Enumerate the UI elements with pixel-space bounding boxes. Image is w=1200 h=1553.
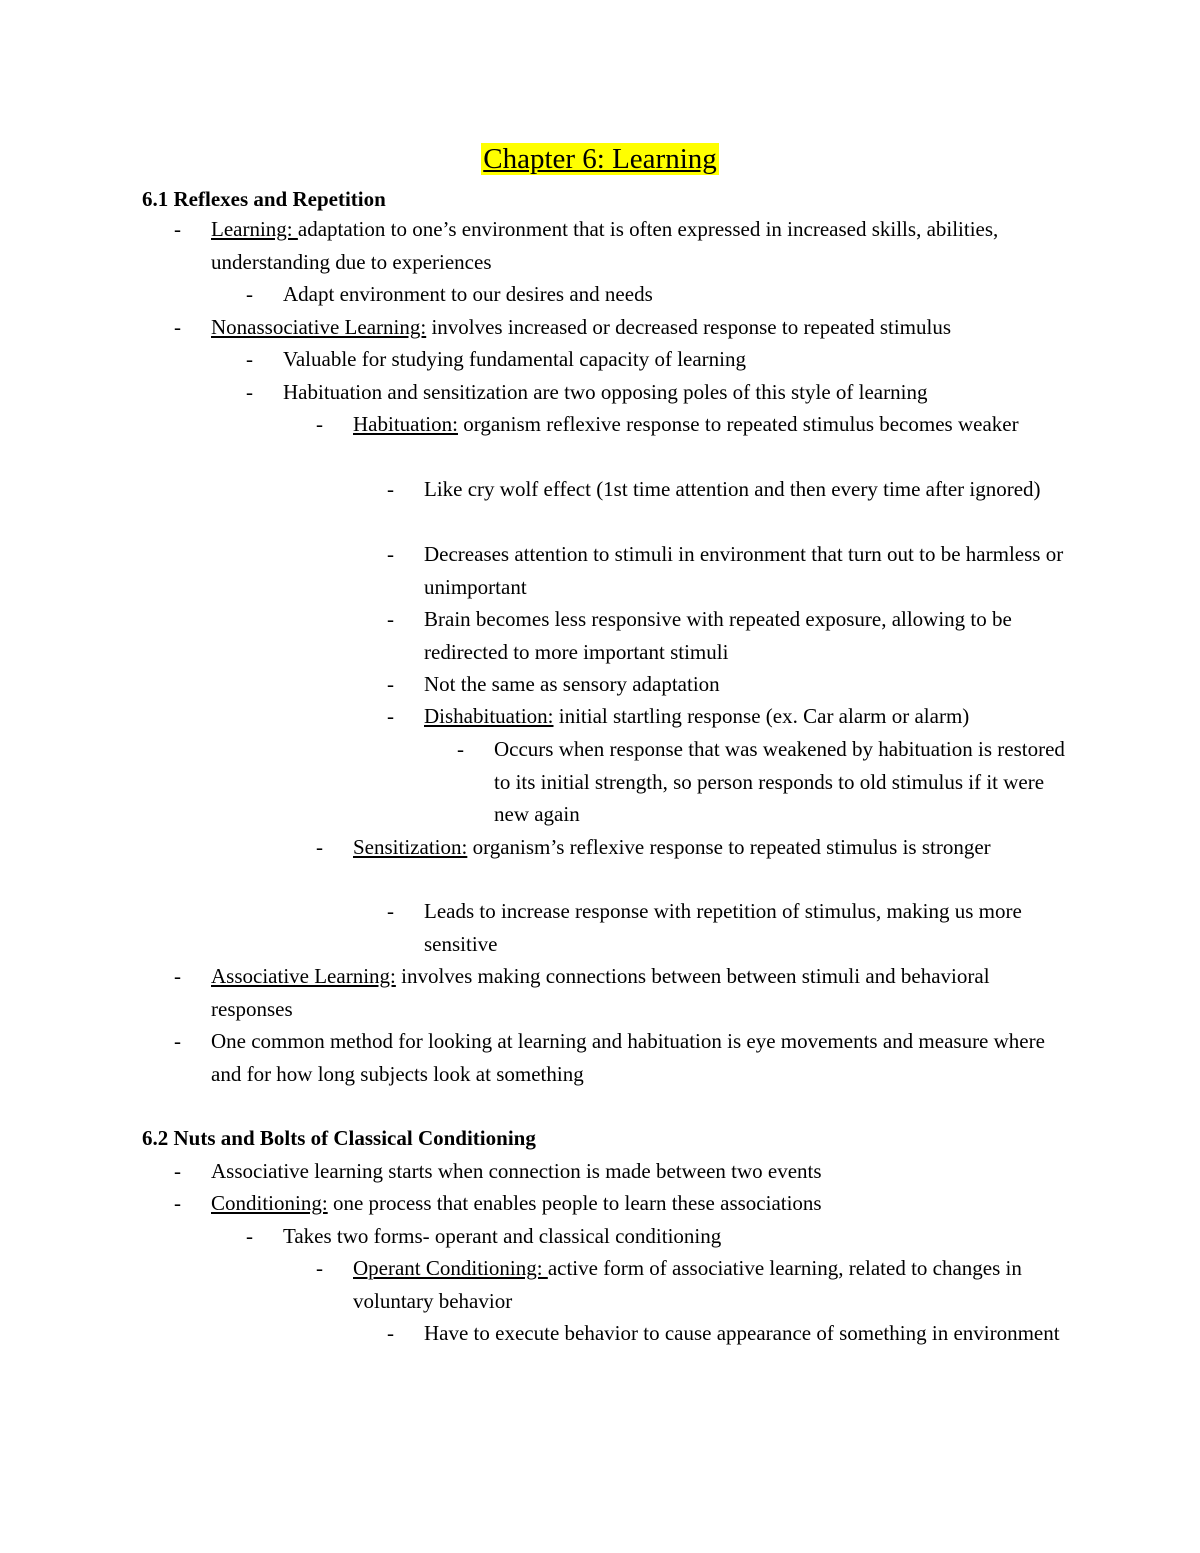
bullet-dash: - xyxy=(387,672,394,696)
item-body: Associative learning starts when connection is made between two events xyxy=(211,1159,822,1183)
item-body: organism reflexive response to repeated stimulus becomes weaker xyxy=(457,412,1019,436)
item-text xyxy=(211,960,1071,1025)
item-text xyxy=(424,700,1064,733)
bullet-dash: - xyxy=(387,704,394,728)
item-body: Not the same as sensory adaptation xyxy=(424,672,720,696)
item-body: involves making connections between between stimuli and behavioral responses xyxy=(211,964,990,1021)
item-text xyxy=(211,1155,1071,1188)
item-text xyxy=(211,213,1071,278)
item-text xyxy=(283,343,1083,376)
title-container xyxy=(0,140,1200,178)
item-body: One common method for looking at learning and habituation is eye movements and measure where and for how long subjects look at something xyxy=(211,1029,1045,1086)
item-text xyxy=(424,473,1064,506)
bullet-dash: - xyxy=(316,412,323,436)
item-body: Adapt environment to our desires and needs xyxy=(283,282,653,306)
item-text xyxy=(424,668,1064,701)
item-text xyxy=(211,1187,1071,1220)
item-text xyxy=(424,895,1064,960)
section-heading: 6.2 Nuts and Bolts of Classical Conditioning xyxy=(142,1126,536,1150)
term-label: Dishabituation: xyxy=(424,704,554,728)
item-body: Leads to increase response with repetition of stimulus, making us more sensitive xyxy=(424,899,1022,956)
bullet-dash: - xyxy=(387,899,394,923)
bullet-dash: - xyxy=(457,737,464,761)
bullet-dash: - xyxy=(387,477,394,501)
item-body: Have to execute behavior to cause appearance of something in environment xyxy=(424,1321,1060,1345)
bullet-dash: - xyxy=(174,217,181,241)
bullet-dash: - xyxy=(174,964,181,988)
item-text xyxy=(424,603,1064,668)
bullet-dash: - xyxy=(174,315,181,339)
section-heading: 6.1 Reflexes and Repetition xyxy=(142,187,386,211)
bullet-dash: - xyxy=(316,1256,323,1280)
item-text xyxy=(283,376,1083,409)
item-text xyxy=(353,831,1053,864)
item-body: initial startling response (ex. Car alarm or alarm) xyxy=(553,704,970,728)
bullet-dash: - xyxy=(387,542,394,566)
term-label: Nonassociative Learning: xyxy=(211,315,427,339)
item-body: Habituation and sensitization are two opposing poles of this style of learning xyxy=(283,380,928,404)
item-body: involves increased or decreased response to repeated stimulus xyxy=(426,315,952,339)
item-body: Occurs when response that was weakened by habituation is restored to its initial strength, so person responds to old stimulus if it were new again xyxy=(494,737,1065,826)
bullet-dash: - xyxy=(316,835,323,859)
item-body: Decreases attention to stimuli in environment that turn out to be harmless or unimportant xyxy=(424,542,1064,599)
bullet-dash: - xyxy=(246,380,253,404)
bullet-dash: - xyxy=(387,607,394,631)
item-body: Brain becomes less responsive with repeated exposure, allowing to be redirected to more important stimuli xyxy=(424,607,1012,664)
item-text xyxy=(424,1317,1064,1350)
term-label: Sensitization: xyxy=(353,835,468,859)
term-label: Learning: xyxy=(211,217,298,241)
item-body: Valuable for studying fundamental capacity of learning xyxy=(283,347,747,371)
item-text xyxy=(283,278,1083,311)
bullet-dash: - xyxy=(174,1191,181,1215)
item-body: one process that enables people to learn these associations xyxy=(327,1191,822,1215)
item-text xyxy=(211,1025,1071,1090)
bullet-dash: - xyxy=(246,282,253,306)
item-body: organism’s reflexive response to repeated stimulus is stronger xyxy=(467,835,991,859)
item-text xyxy=(353,1252,1053,1317)
chapter-title: Chapter 6: Learning xyxy=(483,143,717,175)
item-text xyxy=(211,311,1071,344)
bullet-dash: - xyxy=(174,1159,181,1183)
item-body: adaptation to one’s environment that is often expressed in increased skills, abilities, understanding due to experiences xyxy=(211,217,999,274)
term-label: Associative Learning: xyxy=(211,964,396,988)
bullet-dash: - xyxy=(387,1321,394,1345)
item-body: Takes two forms- operant and classical conditioning xyxy=(283,1224,722,1248)
item-body: Like cry wolf effect (1st time attention and then every time after ignored) xyxy=(424,477,1041,501)
bullet-dash: - xyxy=(246,347,253,371)
item-body: active form of associative learning, related to changes in voluntary behavior xyxy=(353,1256,1022,1313)
item-text xyxy=(424,538,1064,603)
term-label: Habituation: xyxy=(353,412,458,436)
term-label: Conditioning: xyxy=(211,1191,328,1215)
item-text xyxy=(494,733,1074,831)
item-text xyxy=(353,408,1053,441)
bullet-dash: - xyxy=(246,1224,253,1248)
item-text xyxy=(283,1220,1083,1253)
term-label: Operant Conditioning: xyxy=(353,1256,548,1280)
bullet-dash: - xyxy=(174,1029,181,1053)
